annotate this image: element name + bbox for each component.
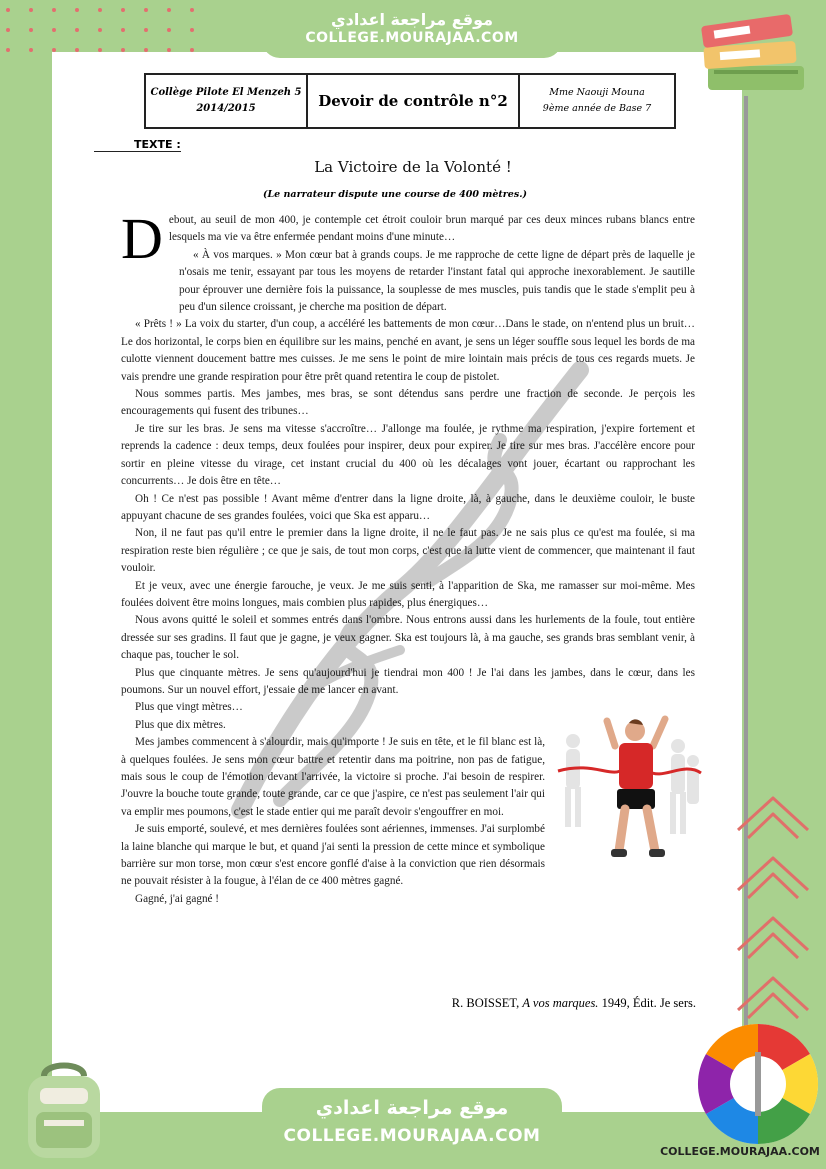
site-url[interactable]: COLLEGE.MOURAJAA.COM <box>283 1126 541 1146</box>
decorative-dot <box>75 8 79 12</box>
text-body <box>121 206 695 908</box>
decorative-dot <box>75 28 79 32</box>
paragraph <box>121 247 695 317</box>
paragraph: Gagné, j'ai gagné ! <box>135 892 220 905</box>
site-banner-top[interactable] <box>262 4 562 58</box>
school-cell <box>146 75 308 127</box>
runner-icon <box>553 701 703 876</box>
paragraph: Je suis emporté, soulevé, et mes dernières foulées sont aériennes, immenses. J'ai surplombé la laine blanche qui marque le but, et quand j'ai senti la pression de cette mince et symbolique barrière sur mon torse, mon cœur s'est encore gonflé d'aise à la conviction que rien désormais ne pouvait résister à la fougue, à l'élan de ce 400 mètres gagné. <box>121 823 545 888</box>
decorative-dot <box>29 48 33 52</box>
paragraph: « Prêts ! » La voix du starter, d'un coup, a accéléré les battements de mon cœur…Dans le stade, on n'entend plus un bruit… Le dos horizontal, le corps bien en équilibre sur les mains, penché en avant, je sens un léger souffle sous lequel les bords de ma culotte viennent doucement battre mes cuisses. Je me sens le point de mire lointain mais précis de tous ces regards muets. Je vais prendre une grande respiration pour être prêt quand retentira le coup de pistolet. <box>121 318 695 383</box>
decorative-dot <box>6 8 10 12</box>
backpack-icon <box>14 1058 114 1162</box>
paragraph <box>121 206 695 271</box>
decorative-dot <box>190 28 194 32</box>
paragraph: Oh ! Ce n'est pas possible ! Avant même d'entrer dans la ligne droite, là, à gauche, dans le deuxième couloir, le buste appuyant chacune de ses grandes foulées, voici que Ska est apparu… <box>121 492 695 522</box>
signature-work: A vos marques. <box>522 996 599 1010</box>
exam-header <box>144 73 676 129</box>
paragraph: Plus que cinquante mètres. Je sens qu'aujourd'hui je tiendrai mon 400 ! Je l'ai dans les jambes, dans le cœur, dans les poumons. Sur un nouvel effort, j'essaie de me lancer en avant. <box>121 666 695 696</box>
decorative-dot <box>6 28 10 32</box>
dropcap: D <box>121 206 163 271</box>
runner-illustration <box>553 701 703 876</box>
paragraph: Plus que vingt mètres… <box>135 701 243 714</box>
education-wheel-logo <box>696 1022 820 1146</box>
school-year: 2014/2015 <box>196 103 256 114</box>
paragraph: Mes jambes commencent à s'alourdir, mais qu'importe ! Je suis en tête, et le fil blanc est là, à quelques foulées. Je sens mon cœur battre et retentir dans ma poitrine, non pas de fatigue, mais sous le coup de l'émotion devant l'arrivée, la victoire si proche. J'ai besoin de respirer. J'ouvre la bouche toute grande, toute grande, car ce que j'aspire, ce n'est pas seulement l'air qui va emplir mes poumons, c'est le stade entier qui me paraît devoir s'engouffrer en moi. <box>121 736 546 818</box>
decorative-dot <box>29 28 33 32</box>
books-icon <box>700 8 810 98</box>
decorative-dot <box>144 28 148 32</box>
decorative-dot <box>29 8 33 12</box>
signature-author: R. BOISSET, <box>451 996 520 1010</box>
paragraph-text: « À vos marques. » Mon cœur bat à grands coups. Je me rapproche de cette ligne de départ près de laquelle je n'osais me tenir, essayant par tous les moyens de retarder l'instant fatal qui approche inexorablement. Je sautille pour éprouver une dernière fois la puissance, la souplesse de mes muscles, puis tandis que le stade s'emplit peu à peu d'un silence croissant, je cherche ma position de départ. <box>179 248 695 314</box>
decorative-dot <box>98 8 102 12</box>
exam-title: Devoir de contrôle n°2 <box>318 92 508 110</box>
chevron-decoration-icon <box>728 790 818 1020</box>
exam-title-cell <box>308 75 520 127</box>
site-url[interactable]: COLLEGE.MOURAJAA.COM <box>305 30 519 46</box>
decorative-dot <box>52 28 56 32</box>
paragraph: Et je veux, avec une énergie farouche, je veux. Je me suis senti, à l'apparition de Ska, me ramasser sur moi-même. Mes foulées doivent être moins longues, mais combien plus rapides, plus énergiques… <box>121 579 695 609</box>
decorative-dot <box>190 8 194 12</box>
paragraph: Non, il ne faut pas qu'il entre le premier dans la ligne droite, il ne le faut pas. Je ne sais plus ce qu'est ma foulée, si ma respiration reste bien régulière ; ce que je sais, de tout mon corps, c'est que la lutte vient de commencer, que maintenant il faut vouloir. <box>121 527 695 575</box>
decorative-dot <box>121 28 125 32</box>
paragraph: Je tire sur les bras. Je sens ma vitesse s'accroître… J'allonge ma foulée, je rythme ma respiration, j'expire fortement et reprends la cadence : deux temps, deux foulées pour inspirer, deux pour expirer. Je tire sur mes bras. J'accélère encore pour sortir en pleine vitesse du virage, cet instant crucial du 400 où les décalages vont jouer, écartant ou rapprochant les concurrents… Je dois être en tête… <box>121 422 695 488</box>
decorative-dot <box>98 28 102 32</box>
decorative-dot <box>52 8 56 12</box>
decorative-dots <box>0 0 210 60</box>
source-signature <box>400 996 696 1011</box>
signature-edition: 1949, Édit. Je sers. <box>601 996 696 1010</box>
class-name: 9ème année de Base 7 <box>542 103 652 114</box>
site-arabic-name: موقع مراجعة اعدادي <box>315 1097 509 1119</box>
text-subtitle: (Le narrateur dispute une course de 400 mètres.) <box>262 189 527 200</box>
paragraph-text: ebout, au seuil de mon 400, je contemple cet étroit couloir brun marqué par ces deux minces rubans blancs entre lesquels ma vie va être enfermée pendant moins d'une minute… <box>168 214 695 244</box>
decorative-dot <box>167 28 171 32</box>
decorative-dot <box>121 8 125 12</box>
paragraph: Plus que dix mètres. <box>135 718 226 731</box>
paragraph: Nous sommes partis. Mes jambes, mes bras, se sont détendus sans perdre une fraction de seconde. Je perçois les encouragements qui fusent des tribunes… <box>121 388 695 418</box>
text-title: La Victoire de la Volonté ! <box>314 158 512 176</box>
decorative-dot <box>167 8 171 12</box>
section-label: TEXTE : <box>94 138 181 152</box>
site-arabic-name: موقع مراجعة اعدادي <box>330 10 494 29</box>
teacher-name: Mme Naouji Mouna <box>549 87 645 98</box>
site-banner-bottom[interactable] <box>262 1088 562 1160</box>
teacher-cell <box>520 75 674 127</box>
decorative-dot <box>144 8 148 12</box>
decorative-dot <box>6 48 10 52</box>
school-name: Collège Pilote El Menzeh 5 <box>150 87 302 98</box>
logo-caption[interactable]: COLLEGE.MOURAJAA.COM <box>660 1145 820 1158</box>
paragraph: Nous avons quitté le soleil et sommes entrés dans l'ombre. Nous entrons aussi dans les hurlements de la foule, tout entière dressée sur ses gradins. Il faut que je gagne, je veux gagner. Ska est toujours là, à ma gauche, ses grands bras semblant venir, à chaque pas, toucher le sol. <box>121 614 695 662</box>
